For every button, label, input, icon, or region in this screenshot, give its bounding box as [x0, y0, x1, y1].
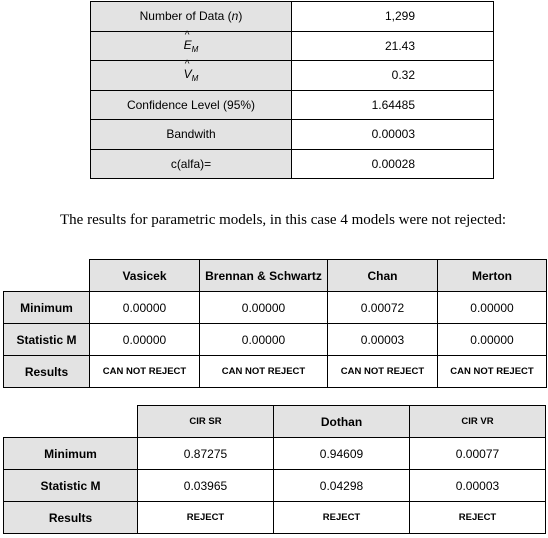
result-cell: CAN NOT REJECT [328, 356, 438, 388]
table-row [91, 31, 494, 61]
label-text-end: ) [238, 9, 243, 24]
parametric-results-table-2 [3, 405, 546, 534]
empty-corner-cell [4, 406, 138, 438]
table-cell: 0.00000 [200, 324, 328, 356]
result-cell: CAN NOT REJECT [438, 356, 547, 388]
label-text: Number of Data ( [139, 9, 232, 24]
parametric-results-table-1 [3, 259, 547, 388]
symbol-v-hat: ^ V [184, 67, 192, 81]
table-cell: 0.94609 [274, 438, 410, 470]
column-header: Merton [438, 260, 547, 292]
table-row [91, 90, 494, 120]
table-header-row [4, 406, 546, 438]
table-row [4, 292, 547, 324]
table-cell: 0.04298 [274, 470, 410, 502]
table-row [91, 120, 494, 150]
result-cell: CAN NOT REJECT [200, 356, 328, 388]
symbol-subscript: M [191, 44, 199, 54]
table-cell: 0.00000 [438, 292, 547, 324]
row-value: 1.64485 [292, 90, 494, 120]
row-label-number-of-data [91, 2, 292, 32]
row-value: 1,299 [292, 2, 494, 32]
row-value: 0.00003 [292, 120, 494, 150]
symbol-subscript: M [191, 74, 199, 84]
empty-corner-cell [4, 260, 90, 292]
row-label: Minimum [4, 292, 90, 324]
table-cell: 0.00077 [410, 438, 546, 470]
row-label-confidence: Confidence Level (95%) [91, 90, 292, 120]
row-label-v-m [91, 61, 292, 91]
table-cell: 0.00000 [90, 292, 200, 324]
table-cell: 0.00072 [328, 292, 438, 324]
table-header-row [4, 260, 547, 292]
table-row [91, 149, 494, 179]
result-cell: REJECT [138, 502, 274, 534]
table-row [4, 470, 546, 502]
table-row [91, 2, 494, 32]
column-header: Vasicek [90, 260, 200, 292]
table-cell: 0.00003 [328, 324, 438, 356]
table-row [4, 324, 547, 356]
row-label-bandwith: Bandwith [91, 120, 292, 150]
result-cell: REJECT [274, 502, 410, 534]
result-cell: REJECT [410, 502, 546, 534]
symbol-e-hat: ^ E [184, 38, 192, 52]
table-row [4, 502, 546, 534]
column-header: Chan [328, 260, 438, 292]
table-row [4, 438, 546, 470]
column-header: CIR SR [138, 406, 274, 438]
table-cell: 0.00000 [90, 324, 200, 356]
table-row [4, 356, 547, 388]
label-variable: n [231, 9, 239, 24]
result-cell: CAN NOT REJECT [90, 356, 200, 388]
row-value: 21.43 [292, 31, 494, 61]
row-label: Minimum [4, 438, 138, 470]
column-header: Dothan [274, 406, 410, 438]
statistics-table [90, 1, 494, 179]
table-cell: 0.00000 [200, 292, 328, 324]
row-value: 0.00028 [292, 149, 494, 179]
table-row [91, 61, 494, 91]
row-label: Statistic M [4, 470, 138, 502]
row-value: 0.32 [292, 61, 494, 91]
row-label: Statistic M [4, 324, 90, 356]
column-header: CIR VR [410, 406, 546, 438]
table-cell: 0.00000 [438, 324, 547, 356]
table-cell: 0.00003 [410, 470, 546, 502]
table-cell: 0.87275 [138, 438, 274, 470]
row-label-e-m [91, 31, 292, 61]
row-label: Results [4, 356, 90, 388]
body-paragraph: The results for parametric models, in this case 4 models were not rejected: [60, 212, 507, 228]
row-label-c-alfa: c(alfa)= [91, 149, 292, 179]
table-cell: 0.03965 [138, 470, 274, 502]
row-label: Results [4, 502, 138, 534]
column-header: Brennan & Schwartz [200, 260, 328, 292]
